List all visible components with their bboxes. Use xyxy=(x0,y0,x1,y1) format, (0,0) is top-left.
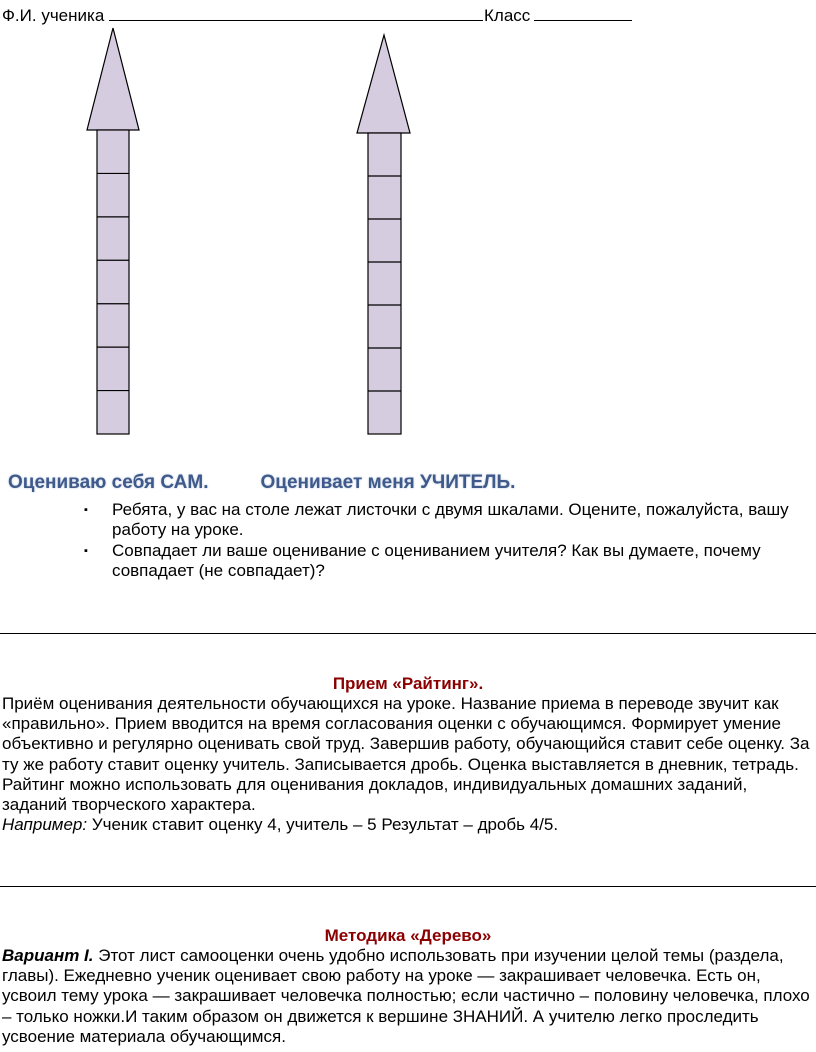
self-scale-label: Оцениваю себя САМ. xyxy=(8,472,209,493)
rating-text: Приём оценивания деятельности обучающихся на уроке. Название приема в переводе звучит как «правильно». Прием вводится на время согласования оценки с обучающимся. Формирует умение объективно и регулярно оценивать свой труд. Завершив работу, обучающийся ставит себе оценку. За ту же работу ставит оценку учитель. Записывается дробь. Оценка выставляется в дневник, тетрадь. Райтинг можно использовать для оценивания докладов, индивидуальных домашних заданий, заданий творческого характера. xyxy=(2,694,810,815)
teacher-scale-label: Оценивает меня УЧИТЕЛЬ. xyxy=(260,472,516,493)
example-label: Например: xyxy=(2,815,88,835)
tree-title: Методика «Дерево» xyxy=(324,926,492,945)
student-header xyxy=(2,3,632,26)
list-item-text: Совпадает ли ваше оценивание с оцениванием учителя? Как вы думаете, почему совпадает (не совпадает)? xyxy=(112,541,761,580)
square-bullet-icon: ▪ xyxy=(84,504,88,516)
rating-scales xyxy=(0,26,816,446)
student-name-label: Ф.И. ученика xyxy=(2,6,105,25)
square-bullet-icon: ▪ xyxy=(84,545,88,557)
scale-shaft xyxy=(97,130,129,434)
list-item-text: Ребята, у вас на столе лежат листочки с двумя шкалами. Оцените, пожалуйста, вашу работу на уроке. xyxy=(112,500,789,539)
rating-title: Прием «Райтинг». xyxy=(332,674,484,693)
variant-label: Вариант I. xyxy=(2,946,94,965)
student-name-line[interactable] xyxy=(109,3,483,21)
teacher-arrow-head xyxy=(357,35,410,133)
teacher-assessment-arrow[interactable] xyxy=(357,35,410,434)
tree-body xyxy=(2,946,814,1047)
instruction-list xyxy=(0,500,800,582)
section-divider xyxy=(0,886,816,887)
scale-labels xyxy=(8,472,515,494)
self-arrow-head xyxy=(87,28,139,130)
teacher-arrow-shaft xyxy=(368,133,401,434)
self-assessment-arrow[interactable] xyxy=(87,28,139,434)
variant-text: Этот лист самооценки очень удобно использовать при изучении целой темы (раздела, главы). Ежедневно ученик оценивает свою работу на уроке — закрашивает человечка. Есть он, усвоил тему урока — закрашивает человечка полностью; если частично – половину человечка, плохо – только ножки.И таким образом он движется к вершине ЗНАНИЙ. А учителю легко проследить усвоение материала обучающимся. xyxy=(2,946,810,1046)
rating-body xyxy=(2,694,814,835)
scale-shaft xyxy=(368,133,401,434)
example-text: Ученик ставит оценку 4, учитель – 5 Результат – дробь 4/5. xyxy=(87,815,559,835)
class-line[interactable] xyxy=(534,3,632,21)
list-item xyxy=(0,541,800,581)
self-arrow-shaft xyxy=(97,130,129,434)
section-divider xyxy=(0,633,816,634)
class-label: Класс xyxy=(484,6,531,25)
list-item xyxy=(0,500,800,540)
